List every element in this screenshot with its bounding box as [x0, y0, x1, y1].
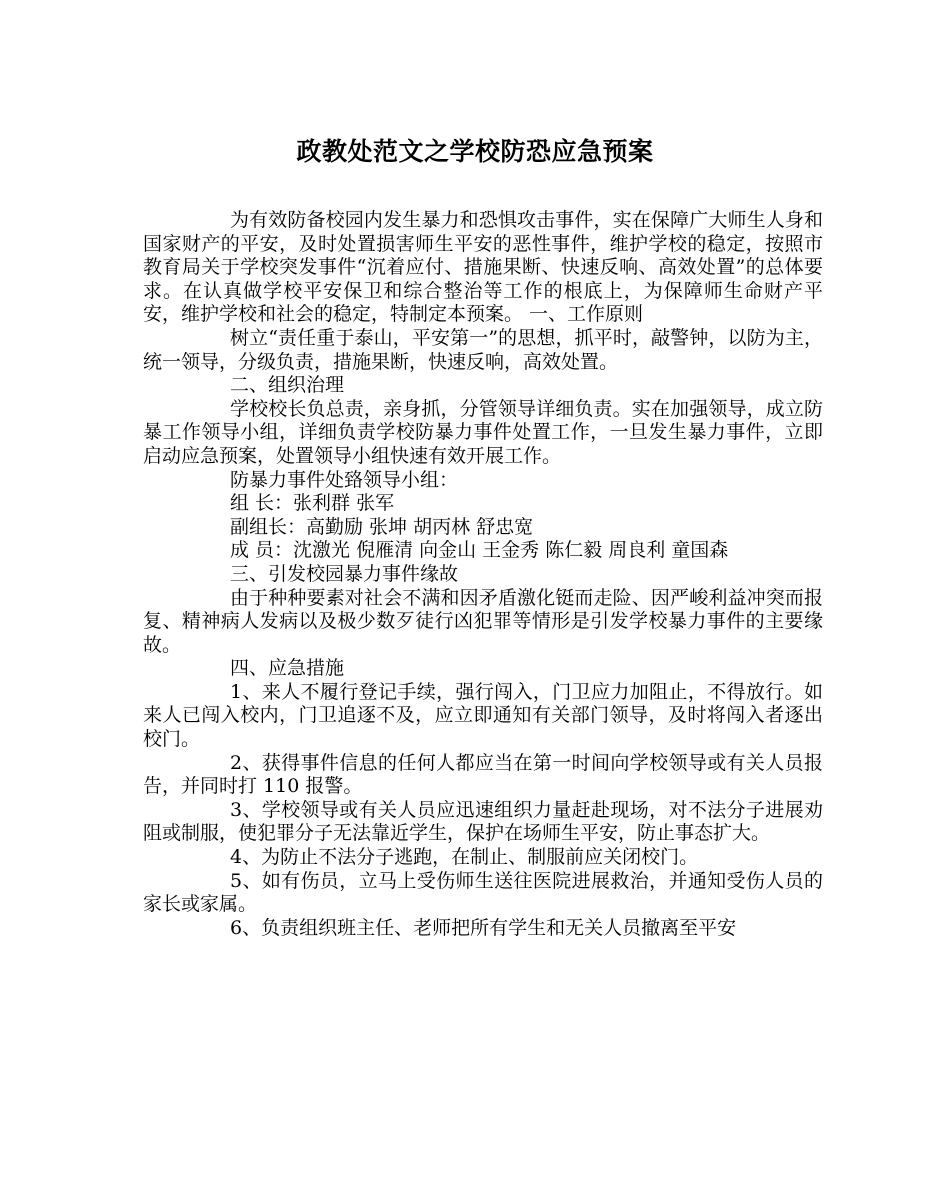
deputy-leader-line: 副组长：高勤励 张坤 胡丙林 舒忠宽 [230, 515, 534, 538]
document-body [143, 209, 823, 940]
measure-item-4: 4、为防止不法分子逃跑，在制止、制服前应关闭校门。 [230, 846, 699, 869]
measure-item-6: 6、负责组织班主任、老师把所有学生和无关人员撤离至平安 [230, 916, 737, 939]
measure-item-5: 5、如有伤员，立马上受伤师生送往医院进展救治，并通知受伤人员的家长或家属。 [143, 869, 823, 916]
measure-item-2: 2、获得事件信息的任何人都应当在第一时间向学校领导或有关人员报告，并同时打 110 报警。 [143, 751, 823, 798]
document-title: 政教处范文之学校防恐应急预案 [296, 137, 654, 166]
paragraph-organization: 学校校长负总责，亲身抓，分管领导详细负责。实在加强领导，成立防暴工作领导小组，详细负责学校防暴力事件处置工作，一旦发生暴力事件，立即启动应急预案，处置领导小组快速有效开展工作。 [143, 397, 823, 467]
heading-organization: 二、组织治理 [230, 374, 345, 397]
heading-leadership-group: 防暴力事件处臵领导小组： [230, 468, 459, 491]
measure-item-3: 3、学校领导或有关人员应迅速组织力量赶赴现场，对不法分子进展劝阻或制服，使犯罪分子无法靠近学生，保护在场师生平安，防止事态扩大。 [143, 798, 823, 845]
group-leader-line: 组 长：张利群 张军 [230, 492, 395, 515]
members-line: 成 员：沈激光 倪雁清 向金山 王金秀 陈仁毅 周良利 童国森 [230, 539, 729, 562]
paragraph-intro: 为有效防备校园内发生暴力和恐惧攻击事件，实在保障广大师生人身和国家财产的平安，及时处置损害师生平安的恶性事件，维护学校的稳定，按照市教育局关于学校突发事件“沉着应付、措施果断、快速反响、高效处置”的总体要求。在认真做学校平安保卫和综合整治等工作的根底上，为保障师生命财产平安，维护学校和社会的稳定，特制定本预案。 一、工作原则 [143, 209, 823, 326]
paragraph-causes: 由于种种要素对社会不满和因矛盾激化铤而走险、因严峻利益冲突而报复、精神病人发病以及极少数歹徒行凶犯罪等情形是引发学校暴力事件的主要缘故。 [143, 586, 823, 656]
measure-item-1: 1、来人不履行登记手续，强行闯入，门卫应力加阻止，不得放行。如来人已闯入校内，门卫追逐不及，应立即通知有关部门领导，及时将闯入者逐出校门。 [143, 680, 823, 751]
heading-causes: 三、引发校园暴力事件缘故 [230, 562, 459, 585]
heading-measures: 四、应急措施 [230, 657, 345, 680]
paragraph-principle: 树立“责任重于泰山，平安第一”的思想，抓平时，敲警钟，以防为主，统一领导，分级负责，措施果断，快速反响，高效处置。 [143, 326, 823, 373]
